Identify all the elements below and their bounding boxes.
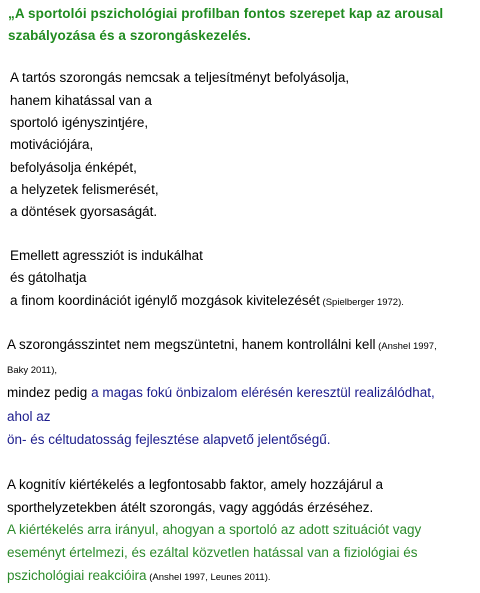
text-line: a helyzetek felismerését, [10, 182, 159, 197]
text-line: befolyásolja énképét, [10, 160, 137, 175]
text-line: sporthelyzetekben átélt szorongás, vagy aggódás érzéséhez. [7, 500, 374, 515]
mixed-line [7, 384, 435, 402]
text-line: és gátolhatja [10, 270, 87, 285]
text-span: mindez pedig [7, 385, 92, 400]
citation: (Spielberger 1972). [319, 297, 404, 308]
green-line: A kiértékelés arra irányul, ahogyan a sportoló az adott szituációt vagy [7, 522, 422, 537]
text-line: motivációjára, [10, 137, 94, 152]
text-line: A tartós szorongás nemcsak a teljesítményt befolyásolja, [10, 70, 350, 85]
green-line: eseményt értelmezi, és ezáltal közvetlen hatással van a fiziológiai és [7, 545, 418, 560]
text-line: sportoló igényszintjére, [10, 115, 149, 130]
page-title: „A sportolói pszichológiai profilban fontos szerepet kap az arousal szabályozása és a szorongáskezelés. [8, 6, 444, 43]
text-line: Emellett agressziót is indukálhat [10, 248, 203, 263]
citation-line [7, 336, 437, 356]
highlight-span: a magas fokú önbizalom elérésén keresztül realizálódhat, [91, 385, 435, 400]
highlight-line: ahol az [7, 409, 51, 424]
citation: (Anshel 1997, Leunes 2011). [146, 572, 271, 583]
citation-line [7, 567, 271, 587]
text-span: a finom koordinációt igénylő mozgások kivitelezését [10, 293, 320, 308]
citation-line [10, 292, 404, 312]
green-span: pszichológiai reakcióira [7, 568, 147, 583]
text-line: hanem kihatással van a [10, 93, 152, 108]
text-line: A kognitív kiértékelés a legfontosabb faktor, amely hozzájárul a [7, 477, 383, 492]
text-line: a döntések gyorsaságát. [10, 204, 158, 219]
text-span: A szorongásszintet nem megszüntetni, hanem kontrollálni kell [7, 337, 376, 352]
citation: (Anshel 1997, [375, 341, 437, 352]
citation: Baky 2011), [7, 365, 57, 376]
highlight-line: ön- és céltudatosság fejlesztése alapvető jelentőségű. [7, 432, 331, 447]
